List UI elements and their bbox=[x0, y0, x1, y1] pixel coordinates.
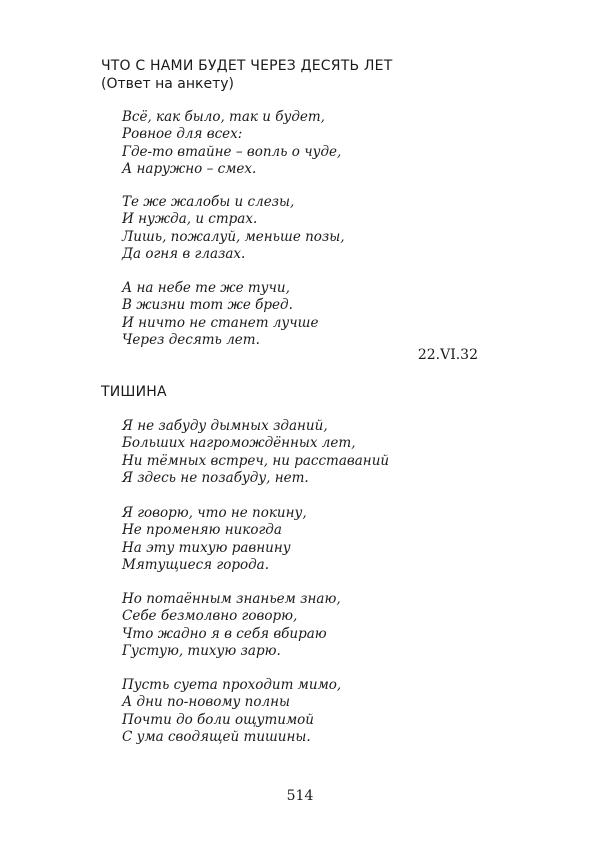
poem-line: Ровное для всех: bbox=[122, 126, 243, 143]
page-number: 514 bbox=[286, 788, 314, 804]
poem-line: На эту тихую равнину bbox=[122, 539, 291, 556]
poem-line: Через десять лет. bbox=[122, 331, 260, 348]
poem-line: И ничто не станет лучше bbox=[122, 314, 319, 331]
poem-line: И нужда, и страх. bbox=[122, 211, 258, 228]
poem-line: С ума сводящей тишины. bbox=[122, 728, 311, 745]
poem-line: Густую, тихую зарю. bbox=[122, 642, 281, 659]
poem-stanza bbox=[122, 109, 341, 178]
poem-line: А дни по-новому полны bbox=[122, 694, 290, 711]
poem-line: Больших нагромождённых лет, bbox=[122, 435, 356, 452]
poem-line: А на небе те же тучи, bbox=[122, 280, 290, 296]
poem-line: В жизни тот же бред. bbox=[122, 297, 293, 314]
poem-line: Почти до боли ощутимой bbox=[122, 711, 314, 728]
poem-line: Что жадно я в себя вбираю bbox=[122, 625, 327, 642]
poem-stanza bbox=[122, 591, 341, 660]
poem-line: А наружно – смех. bbox=[122, 160, 257, 177]
poem-line: Но потаённым знаньем знаю, bbox=[122, 591, 341, 607]
poem-line: Лишь, пожалуй, меньше позы, bbox=[122, 228, 345, 245]
poem-line: Не променяю никогда bbox=[122, 522, 282, 539]
poem-line: Да огня в глазах. bbox=[122, 245, 246, 262]
poem-subtitle: (Ответ на анкету) bbox=[101, 76, 234, 92]
poem-line: Где-то втайне – вопль о чуде, bbox=[122, 143, 342, 160]
poem-line: Всё, как было, так и будет, bbox=[122, 109, 325, 125]
poem-line: Мятущиеся города. bbox=[122, 556, 269, 573]
poem-line: Я говорю, что не покину, bbox=[122, 505, 307, 521]
poem-stanza bbox=[122, 280, 318, 349]
poem-date: 22.VI.32 bbox=[417, 347, 478, 363]
poem-line: Я не забуду дымных зданий, bbox=[122, 418, 328, 434]
poem-line: Пусть суета проходит мимо, bbox=[122, 677, 342, 693]
poem-line: Ни тёмных встреч, ни расставаний bbox=[122, 452, 390, 469]
poem-line: Себе безмолвно говорю, bbox=[122, 608, 298, 625]
poem-line: Я здесь не позабуду, нет. bbox=[122, 469, 309, 486]
poem-stanza bbox=[122, 194, 345, 263]
poem-stanza bbox=[122, 418, 389, 487]
poem-stanza bbox=[122, 505, 307, 574]
poem-title: ЧТО С НАМИ БУДЕТ ЧЕРЕЗ ДЕСЯТЬ ЛЕТ bbox=[101, 58, 393, 74]
poem-title: ТИШИНА bbox=[101, 384, 167, 400]
poem-line: Те же жалобы и слезы, bbox=[122, 194, 295, 210]
poem-stanza bbox=[122, 677, 341, 746]
